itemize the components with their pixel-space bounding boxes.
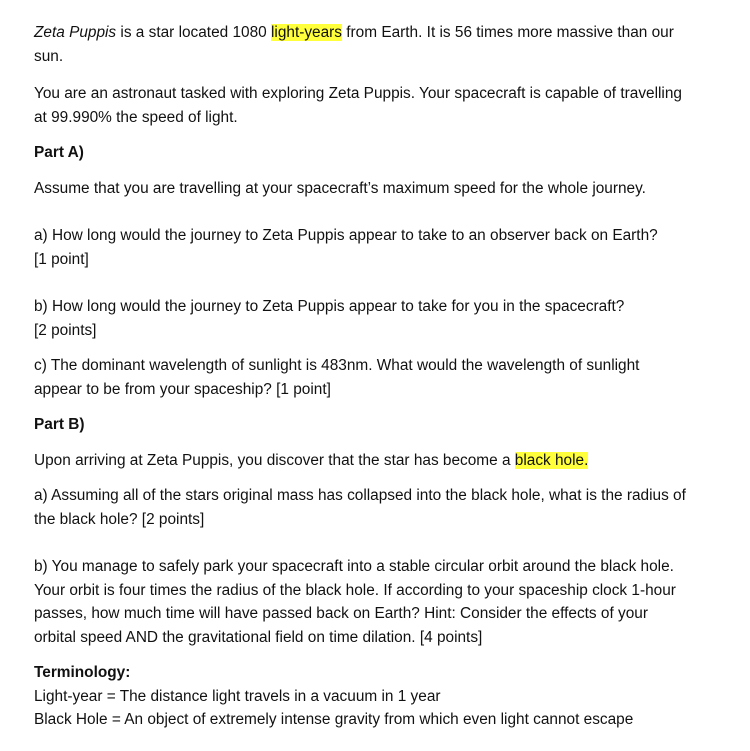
star-name: Zeta Puppis bbox=[34, 24, 117, 41]
part-b-discovery bbox=[34, 449, 740, 473]
part-a-question-c-line-1: c) The dominant wavelength of sunlight is 483nm. What would the wavelength of sunlight bbox=[34, 357, 640, 374]
part-a-question-c-line-2: appear to be from your spaceship? [1 point] bbox=[34, 380, 331, 398]
part-a-question-b-line-1: b) How long would the journey to Zeta Puppis appear to take for you in the spacecraft? bbox=[34, 298, 625, 315]
highlight-light-years: light-years bbox=[271, 24, 342, 41]
document-body bbox=[34, 21, 740, 732]
terminology-heading: Terminology: bbox=[34, 664, 131, 681]
part-b-question-a-line-2: the black hole? [2 points] bbox=[34, 510, 205, 528]
part-b-question-a-line-1: a) Assuming all of the stars original mass has collapsed into the black hole, what is the radius of bbox=[34, 487, 686, 504]
intro-line-1 bbox=[34, 21, 740, 45]
intro-line-2: sun. bbox=[34, 47, 64, 65]
mission-line-1: You are an astronaut tasked with exploring Zeta Puppis. Your spacecraft is capable of travelling bbox=[34, 85, 682, 102]
part-a-question-b-line-2: [2 points] bbox=[34, 321, 97, 339]
part-b-heading: Part B) bbox=[34, 416, 85, 433]
mission-line-2: at 99.990% the speed of light. bbox=[34, 108, 238, 126]
terminology-light-year: Light-year = The distance light travels in a vacuum in 1 year bbox=[34, 687, 441, 705]
intro-text: is a star located 1080 bbox=[116, 24, 271, 41]
part-b-question-b-line-2: Your orbit is four times the radius of the black hole. If according to your spaceship clock 1-hour bbox=[34, 581, 676, 599]
part-a-question-a-line-1: a) How long would the journey to Zeta Puppis appear to take to an observer back on Earth? bbox=[34, 227, 658, 244]
part-b-question-b-line-4: orbital speed AND the gravitational field on time dilation. [4 points] bbox=[34, 628, 483, 646]
part-b-question-b-line-3: passes, how much time will have passed back on Earth? Hint: Consider the effects of your bbox=[34, 605, 648, 622]
part-a-question-a-line-2: [1 point] bbox=[34, 250, 89, 268]
part-b-question-b-line-1: b) You manage to safely park your spacecraft into a stable circular orbit around the black hole. bbox=[34, 558, 674, 575]
part-a-heading: Part A) bbox=[34, 144, 84, 161]
highlight-black-hole: black hole. bbox=[514, 451, 589, 469]
intro-text-end: from Earth. It is 56 times more massive than our bbox=[342, 24, 674, 41]
part-a-assumption: Assume that you are travelling at your spacecraft’s maximum speed for the whole journey. bbox=[34, 179, 646, 197]
discovery-text: Upon arriving at Zeta Puppis, you discover that the star has become a bbox=[34, 451, 515, 469]
terminology-black-hole: Black Hole = An object of extremely intense gravity from which even light cannot escape bbox=[34, 711, 634, 728]
